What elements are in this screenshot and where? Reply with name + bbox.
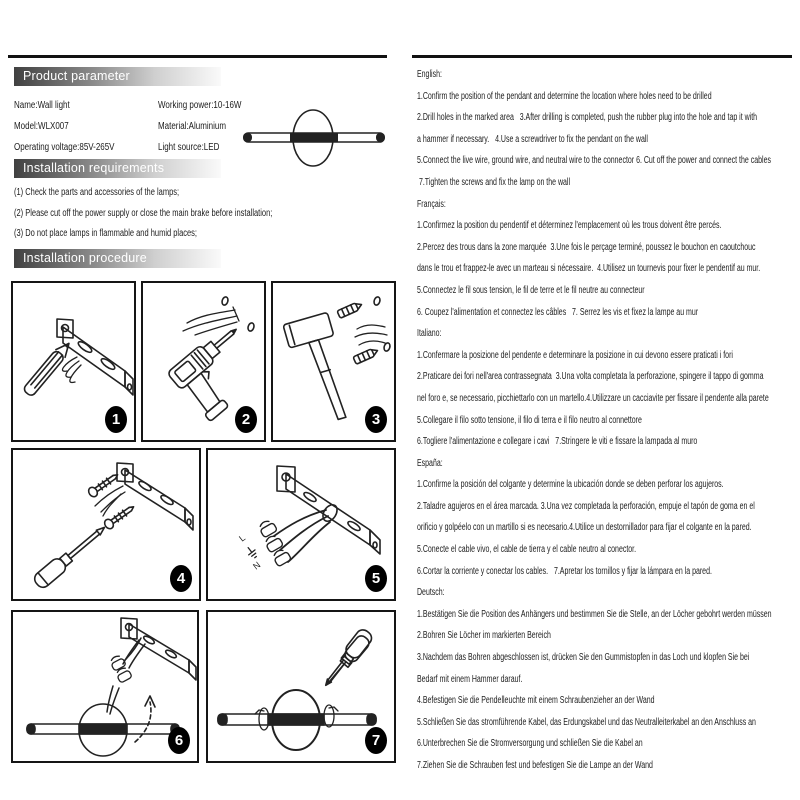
top-rule-left: [8, 55, 387, 58]
instruction-line: 3.Nachdem das Bohren abgeschlossen ist, drücken Sie den Gummistopfen in das Loch und klopfen Sie bei: [417, 652, 750, 664]
lamp-drawing: [218, 690, 376, 750]
section-header-product-parameter: Product parameter: [14, 67, 221, 86]
section-header-installation-requirements: Installation requirements: [14, 159, 221, 178]
language-heading-english: English:: [417, 69, 442, 80]
instruction-line: Bedarf mit einem Hammer darauf.: [417, 673, 523, 685]
language-heading-espana: España:: [417, 457, 443, 469]
procedure-step-panel-3: [271, 281, 396, 442]
dashed-arrow: [135, 702, 151, 742]
anchor-drawing: [337, 301, 363, 318]
connector-drawing: [258, 518, 292, 567]
wires-drawing: [62, 357, 81, 383]
screwdriver-drawing: [32, 521, 110, 590]
hole-marks: [221, 296, 255, 332]
instruction-line: nel foro e, se necessario, picchiettarlo con un martello.4.Utilizzare un cacciavite per fissare il pendente alla parete: [417, 392, 769, 404]
procedure-step-panel-5: [206, 448, 396, 601]
instruction-line: 5.Collegare il filo sotto tensione, il filo di terra e il filo neutro al connettore: [417, 414, 642, 426]
requirement-item: (1) Check the parts and accessories of the lamps;: [14, 187, 180, 198]
instruction-line: 1.Confirm the position of the pendant and determine the location where holes need to be drilled: [417, 90, 712, 102]
section-header-installation-procedure: Installation procedure: [14, 249, 221, 268]
instruction-line: 1.Confirme la posición del colgante y determine la ubicación donde se deben perforar los agujeros.: [417, 479, 724, 491]
bracket-drawing: [117, 463, 193, 530]
step-number-badge: 3: [365, 406, 387, 433]
product-field: Model:WLX007: [14, 121, 69, 132]
live-wire-label: L: [237, 532, 248, 544]
procedure-step-panel-6: [11, 610, 199, 763]
wall-light-illustration: [238, 103, 390, 169]
instruction-line: 4.Befestigen Sie die Pendelleuchte mit einem Schraubenzieher an der Wand: [417, 695, 655, 707]
procedure-step-panel-2: [141, 281, 266, 442]
step-number-badge: 1: [105, 406, 127, 433]
step-number-badge: 7: [365, 727, 387, 754]
step-number-badge: 5: [365, 565, 387, 592]
product-field: Operating voltage:85V-265V: [14, 142, 115, 153]
top-rule-right: [412, 55, 792, 58]
instruction-line: 6.Cortar la corriente y conectar los cables. 7.Apretar los tornillos y fijar la lámpara en la pared.: [417, 565, 712, 577]
instruction-line: 6. Coupez l'alimentation et connectez les câbles 7. Serrez les vis et fixez la lampe au mur: [417, 306, 699, 318]
instruction-line: orificio y golpéelo con un martillo si es necesario.4.Utilice un destornillador para fijar el colgante en la pared.: [417, 522, 752, 534]
instruction-line: 2.Bohren Sie Löcher im markierten Bereich: [417, 630, 551, 642]
procedure-step-panel-4: [11, 448, 201, 601]
ground-symbol-icon: [245, 545, 259, 559]
product-field: Material:Aluminium: [158, 121, 227, 132]
product-field: Working power:10-16W: [158, 100, 242, 111]
step-number-badge: 2: [235, 406, 257, 433]
instruction-line: 7.Ziehen Sie die Schrauben fest und befestigen Sie die Lampe an der Wand: [417, 760, 653, 771]
requirement-item: (2) Please cut off the power supply or close the main brake before installation;: [14, 207, 273, 219]
neutral-wire-label: N: [251, 559, 263, 572]
requirement-item: (3) Do not place lamps in flammable and humid places;: [14, 228, 198, 240]
instruction-line: 2.Taladre agujeros en el área marcada. 3.Una vez completada la perforación, empuje el tapón de goma en el: [417, 500, 755, 512]
hole-marks: [373, 296, 391, 352]
requirements-list: [14, 183, 272, 245]
wires-drawing: [123, 638, 145, 668]
instruction-line: 6.Togliere l'alimentazione e collegare i cavi 7.Stringere le viti e fissare la lampada al muro: [417, 436, 698, 448]
product-field: Name:Wall light: [14, 100, 70, 111]
instruction-line: 2.Praticare dei fori nell'area contrassegnata 3.Una volta completata la perforazione, spingere il tappo di gomma: [417, 371, 764, 383]
instruction-line: 5.Connectez le fil sous tension, le fil de terre et le fil neutre au connecteur: [417, 284, 645, 296]
instruction-line: 5.Connect the live wire, ground wire, and neutral wire to the connector 6. Cut off the power and connect the cables: [417, 155, 771, 167]
instruction-line: 5.Conecte el cable vivo, el cable de tierra y el cable neutro al conector.: [417, 544, 637, 556]
screwdriver-drawing: [322, 634, 371, 689]
instruction-line: 1.Confermare la posizione del pendente e determinare la posizione in cui devono essere praticati i fori: [417, 349, 733, 361]
product-fields-right: [158, 95, 241, 158]
anchor-drawing: [353, 347, 379, 364]
procedure-step-panel-7: [206, 610, 396, 763]
product-fields-left: [14, 95, 115, 158]
screw-drawing: [103, 503, 137, 531]
procedure-step-panel-1: [11, 281, 136, 442]
instruction-line: dans le trou et frappez-le avec un marteau si nécessaire. 4.Utilisez un tournevis pour fixer le pendentif au mur.: [417, 263, 761, 275]
screw-drawing: [87, 471, 121, 499]
pencil-drawing: [22, 340, 73, 398]
wire-terminal-labels: [237, 533, 262, 572]
step-number-badge: 4: [170, 565, 192, 592]
step-number-badge: 6: [168, 727, 190, 754]
product-field: Light source:LED: [158, 142, 220, 153]
language-heading-deutsch: Deutsch:: [417, 587, 445, 599]
language-heading-francais: Français:: [417, 198, 446, 210]
instruction-line: 1.Confirmez la position du pendentif et déterminez l'emplacement où les trous doivent être percés.: [417, 220, 722, 232]
instruction-line: 2.Percez des trous dans la zone marquée 3.Une fois le perçage terminé, poussez le bouchon en caoutchouc: [417, 241, 756, 253]
instruction-line: 5.Schließen Sie das stromführende Kabel, das Erdungskabel und das Neutralleiterkabel an den Anschluss an: [417, 716, 756, 728]
lamp-drawing: [27, 704, 179, 756]
instruction-line: 6.Unterbrechen Sie die Stromversorgung und schließen Sie die Kabel an: [417, 738, 643, 750]
instruction-line: 7.Tighten the screws and fix the lamp on the wall: [417, 176, 571, 188]
instruction-line: 1.Bestätigen Sie die Position des Anhängers und bestimmen Sie die Stelle, an der Löcher gebohrt werden müssen: [417, 608, 772, 620]
instruction-line: 2.Drill holes in the marked area 3.After drilling is completed, push the rubber plug into the hole and tap it with: [417, 112, 758, 124]
instructions-column: [417, 64, 800, 777]
instruction-line: a hammer if necessary. 4.Use a screwdriver to fix the pendant on the wall: [417, 133, 648, 145]
language-heading-italiano: Italiano:: [417, 328, 442, 340]
wires-drawing: [355, 325, 387, 345]
bracket-drawing: [57, 319, 133, 395]
bracket-drawing: [277, 466, 380, 554]
hammer-drawing: [283, 312, 356, 427]
